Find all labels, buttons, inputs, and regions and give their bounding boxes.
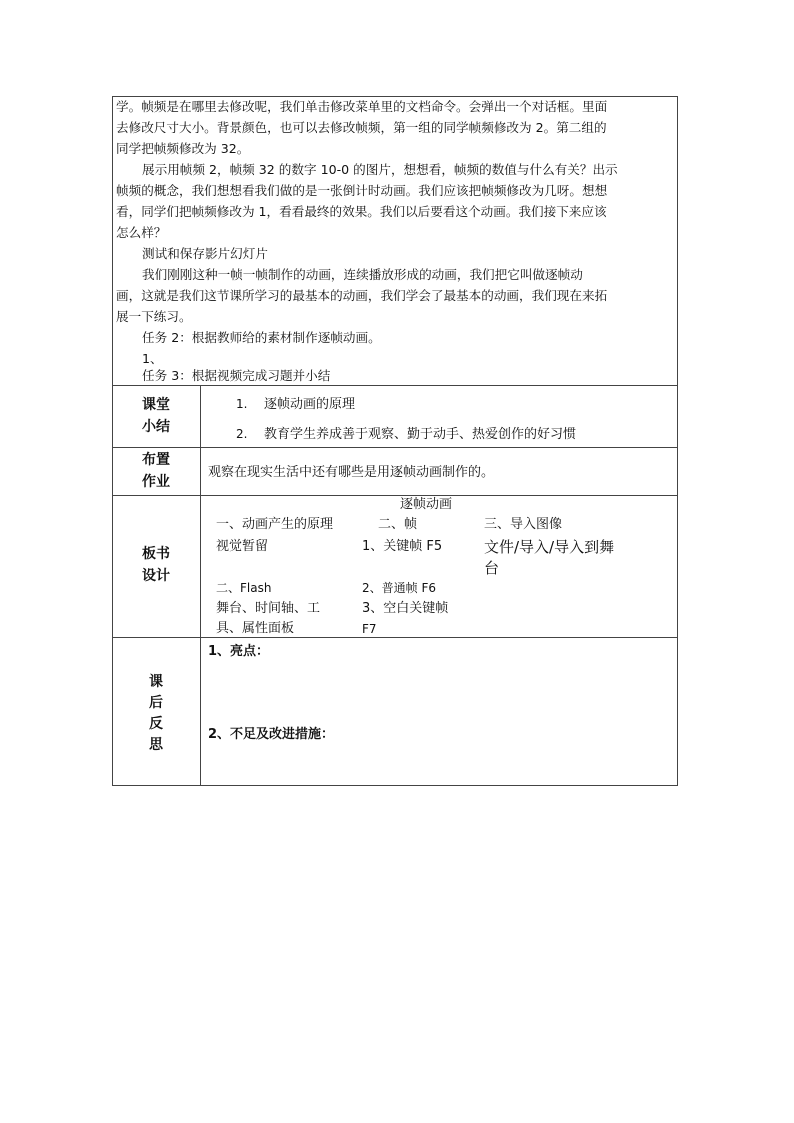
board-text: 台 — [484, 559, 500, 577]
process-line: 帧频的概念，我们想想看我们做的是一张倒计时动画。我们应该把帧频修改为几呀。想想 — [116, 183, 608, 198]
board-text: 视觉暂留 — [216, 539, 269, 554]
board-text: 二、Flash — [216, 581, 272, 595]
summary-label: 课堂 — [142, 397, 170, 413]
reflection-label-char: 课 — [149, 674, 163, 690]
reflection-shortcoming: 2、不足及改进措施： — [208, 727, 335, 742]
board-text: 1、关键帧 F5 — [362, 539, 443, 554]
process-line: 去修改尺寸大小。背景颜色，也可以去修改帧频，第一组的同学帧频修改为 2。第二组的 — [116, 120, 607, 135]
process-line: 怎么样？ — [116, 225, 167, 240]
summary-item-text: 教育学生养成善于观察、勤于动手、热爱创作的好习惯 — [264, 427, 577, 442]
reflection-label-char: 思 — [149, 737, 163, 753]
process-line: 展示用帧频 2，帧频 32 的数字 10-0 的图片，想想看，帧频的数值与什么有关？出示 — [142, 162, 618, 177]
row-divider — [112, 495, 678, 496]
board-text: 文件/导入/导入到舞 — [484, 538, 615, 556]
board-title: 逐帧动画 — [400, 497, 453, 512]
lesson-plan-page — [112, 96, 678, 786]
process-line: 任务 2：根据教师给的素材制作逐帧动画。 — [142, 330, 381, 345]
board-text: F7 — [362, 622, 377, 636]
process-line: 测试和保存影片幻灯片 — [142, 246, 268, 261]
process-line: 展一下练习。 — [116, 309, 192, 324]
row-divider — [112, 637, 678, 638]
board-text: 舞台、时间轴、工 — [216, 601, 321, 616]
homework-label: 作业 — [142, 474, 170, 490]
summary-item-text: 逐帧动画的原理 — [264, 397, 356, 412]
homework-text: 观察在现实生活中还有哪些是用逐帧动画制作的。 — [208, 465, 495, 480]
row-divider — [112, 447, 678, 448]
board-label: 设计 — [142, 568, 170, 584]
board-text: 2、普通帧 F6 — [362, 581, 436, 595]
homework-label: 布置 — [142, 452, 170, 468]
process-line: 我们刚刚这种一帧一帧制作的动画，连续播放形成的动画，我们把它叫做逐帧动 — [142, 267, 583, 282]
board-text: 二、帧 — [378, 517, 418, 532]
board-text: 具、属性面板 — [216, 621, 295, 636]
process-line: 学。帧频是在哪里去修改呢，我们单击修改菜单里的文档命令。会弹出一个对话框。里面 — [116, 99, 608, 114]
reflection-highlight: 1、亮点： — [208, 644, 270, 659]
process-line: 同学把帧频修改为 32。 — [116, 141, 250, 156]
process-line: 1、 — [142, 351, 163, 366]
board-text: 3、空白关键帧 — [362, 601, 449, 616]
process-line: 看，同学们把帧频修改为 1，看看最终的效果。我们以后要看这个动画。我们接下来应该 — [116, 204, 607, 219]
reflection-label-char: 后 — [149, 695, 163, 711]
summary-item-number: 2. — [236, 427, 248, 441]
board-label: 板书 — [142, 546, 170, 562]
reflection-label-char: 反 — [149, 716, 163, 732]
process-line: 画，这就是我们这节课所学习的最基本的动画，我们学会了最基本的动画，我们现在来拓 — [116, 288, 608, 303]
summary-item-number: 1. — [236, 397, 248, 411]
board-text: 一、动画产生的原理 — [216, 517, 334, 532]
process-line: 任务 3：根据视频完成习题并小结 — [142, 368, 331, 383]
board-text: 三、导入图像 — [484, 517, 563, 532]
column-divider — [200, 385, 201, 786]
summary-label: 小结 — [142, 419, 170, 435]
